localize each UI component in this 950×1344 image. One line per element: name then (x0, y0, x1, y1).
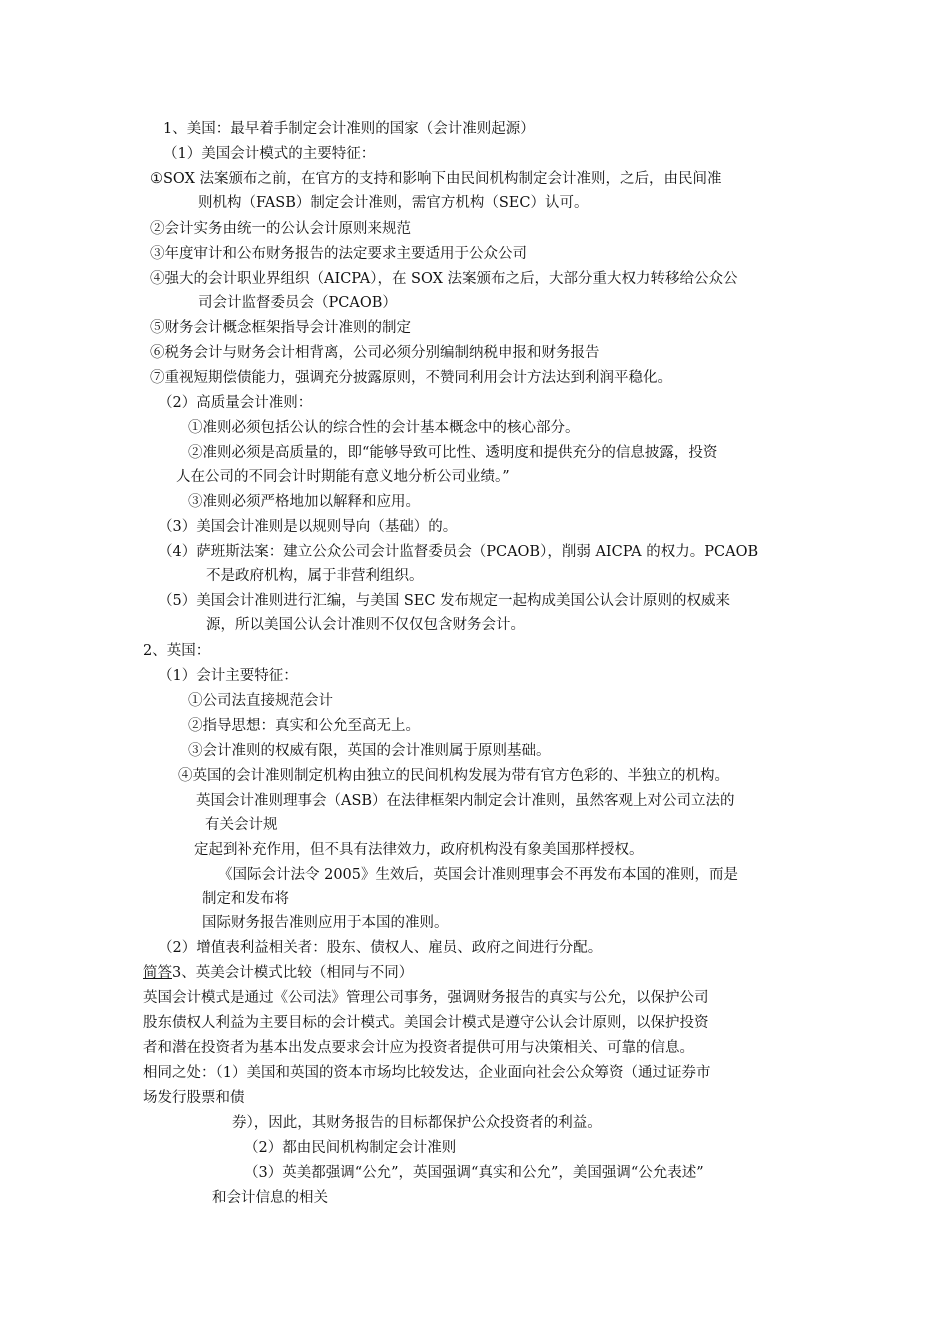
uk-decree-line3: 国际财务报告准则应用于本国的准则。 (202, 915, 449, 931)
us-point-3: （3）美国会计准则是以规则导向（基础）的。 (158, 519, 458, 535)
compare-para-line2: 股东债权人利益为主要目标的会计模式。美国会计模式是遵守公认会计原则，以保护投资 (143, 1015, 709, 1031)
uk-section-title: 2、英国： (143, 643, 211, 659)
us-quality-item-2: ②准则必须是高质量的，即“能够导致可比性、透明度和提供充分的信息披露，投资 (188, 445, 718, 461)
uk-asb-line3: 定起到补充作用，但不具有法律效力，政府机构没有象美国那样授权。 (194, 842, 644, 858)
uk-item-3: ③会计准则的权威有限，英国的会计准则属于原则基础。 (188, 743, 551, 759)
compare-title: 3、英美会计模式比较（相同与不同） (172, 965, 414, 981)
compare-same-line3: 券），因此，其财务报告的目标都保护公众投资者的利益。 (232, 1115, 602, 1131)
uk-features-heading: （1）会计主要特征： (158, 668, 298, 684)
us-quality-item-2-cont: 人在公司的不同会计时期能有意义地分析公司业绩。” (176, 469, 510, 485)
us-feature-5: ⑤财务会计概念框架指导会计准则的制定 (150, 320, 411, 336)
compare-same-2: （2）都由民间机构制定会计准则 (244, 1140, 457, 1156)
us-point-5-line2: 源，所以美国公认会计准则不仅仅包含财务会计。 (206, 617, 525, 633)
compare-para-line3: 者和潜在投资者为基本出发点要求会计应为投资者提供可用与决策相关、可靠的信息。 (143, 1040, 694, 1056)
uk-asb-line1: 英国会计准则理事会（ASB）在法律框架内制定会计准则，虽然客观上对公司立法的 (196, 793, 735, 809)
us-features-heading: （1）美国会计模式的主要特征： (163, 146, 376, 162)
us-section-title: 1、美国：最早着手制定会计准则的国家（会计准则起源） (163, 121, 535, 137)
us-feature-1-line1: ①SOX 法案颁布之前，在官方的支持和影响下由民间机构制定会计准则，之后，由民间准 (150, 171, 722, 187)
us-feature-4-line2: 司会计监督委员会（PCAOB） (198, 295, 397, 311)
us-quality-heading: （2）高质量会计准则： (158, 395, 313, 411)
compare-heading (143, 962, 413, 984)
compare-same-line1: 相同之处：（1）美国和英国的资本市场均比较发达，企业面向社会公众筹资（通过证券市 (143, 1065, 711, 1081)
us-quality-item-1: ①准则必须包括公认的综合性的会计基本概念中的核心部分。 (188, 420, 580, 436)
uk-point-2: （2）增值表利益相关者：股东、债权人、雇员、政府之间进行分配。 (158, 940, 603, 956)
us-point-5-line1: （5）美国会计准则进行汇编，与美国 SEC 发布规定一起构成美国公认会计原则的权威来 (158, 593, 731, 609)
compare-same-3-line2: 和会计信息的相关 (212, 1190, 328, 1206)
us-feature-7: ⑦重视短期偿债能力，强调充分披露原则，不赞同利用会计方法达到利润平稳化。 (150, 370, 672, 386)
uk-item-4: ④英国的会计准则制定机构由独立的民间机构发展为带有官方色彩的、半独立的机构。 (178, 768, 729, 784)
compare-para-line1: 英国会计模式是通过《公司法》管理公司事务，强调财务报告的真实与公允，以保护公司 (143, 990, 709, 1006)
uk-item-1: ①公司法直接规范会计 (188, 693, 333, 709)
us-quality-item-3: ③准则必须严格地加以解释和应用。 (188, 494, 420, 510)
us-point-4-line1: （4）萨班斯法案：建立公众公司会计监督委员会（PCAOB），削弱 AICPA 的权力。PCAOB (158, 544, 759, 560)
compare-same-line2: 场发行股票和债 (143, 1090, 245, 1106)
us-feature-6: ⑥税务会计与财务会计相背离，公司必须分别编制纳税申报和财务报告 (150, 345, 600, 361)
uk-decree-line2: 制定和发布将 (202, 891, 289, 907)
uk-asb-line2: 有关会计规 (205, 817, 278, 833)
uk-decree-line1: 《国际会计法令 2005》生效后，英国会计准则理事会不再发布本国的准则，而是 (218, 867, 739, 883)
us-feature-1-line2: 则机构（FASB）制定会计准则，需官方机构（SEC）认可。 (198, 195, 589, 211)
us-feature-3: ③年度审计和公布财务报告的法定要求主要适用于公众公司 (150, 246, 527, 262)
us-feature-4-line1: ④强大的会计职业界组织（AICPA），在 SOX 法案颁布之后，大部分重大权力转移给公众公 (150, 271, 738, 287)
uk-item-2: ②指导思想：真实和公允至高无上。 (188, 718, 420, 734)
us-point-4-line2: 不是政府机构，属于非营利组织。 (206, 568, 424, 584)
compare-same-3-line1: （3）英美都强调“公允”，英国强调“真实和公允”，美国强调“公允表述” (244, 1165, 704, 1181)
us-feature-2: ②会计实务由统一的公认会计原则来规范 (150, 221, 411, 237)
short-answer-tag: 简答 (143, 965, 172, 981)
